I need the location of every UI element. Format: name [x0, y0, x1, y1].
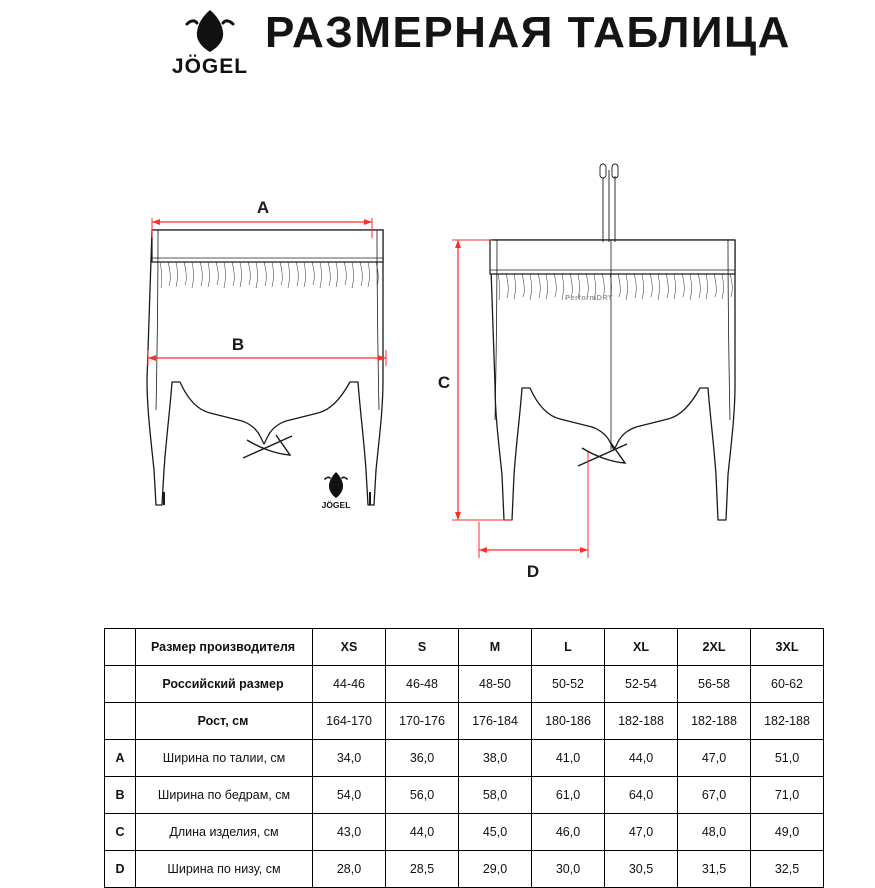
dimension-label-a: A — [256, 198, 270, 217]
row-letter: A — [105, 740, 136, 777]
cell-3xl: 51,0 — [751, 740, 824, 777]
figures-area — [0, 110, 875, 610]
table-row — [105, 703, 824, 740]
row-letter — [105, 629, 136, 666]
cell-xl: XL — [605, 629, 678, 666]
cell-m: 45,0 — [459, 814, 532, 851]
cell-l: 30,0 — [532, 851, 605, 888]
cell-s: 56,0 — [386, 777, 459, 814]
shorts-front-view — [147, 198, 386, 510]
shorts-back-view — [438, 164, 735, 581]
cell-m: 38,0 — [459, 740, 532, 777]
front-logo-mark — [322, 472, 351, 510]
cell-m: 58,0 — [459, 777, 532, 814]
brand-name: JÖGEL — [171, 55, 249, 78]
row-label: Ширина по бедрам, см — [136, 777, 313, 814]
cell-3xl: 3XL — [751, 629, 824, 666]
table-row — [105, 777, 824, 814]
row-letter: B — [105, 777, 136, 814]
cell-2xl: 48,0 — [678, 814, 751, 851]
table-row — [105, 666, 824, 703]
table-row — [105, 629, 824, 666]
jogel-logo-icon — [181, 8, 239, 54]
page-header — [0, 0, 875, 105]
cell-2xl: 2XL — [678, 629, 751, 666]
cell-xl: 44,0 — [605, 740, 678, 777]
cell-2xl: 31,5 — [678, 851, 751, 888]
brand-logo — [160, 8, 260, 79]
cell-m: M — [459, 629, 532, 666]
cell-m: 48-50 — [459, 666, 532, 703]
cell-xs: 164-170 — [313, 703, 386, 740]
cell-l: L — [532, 629, 605, 666]
page-title: РАЗМЕРНАЯ ТАБЛИЦА — [265, 8, 791, 57]
cell-xs: 44-46 — [313, 666, 386, 703]
cell-xs: 28,0 — [313, 851, 386, 888]
row-letter — [105, 703, 136, 740]
cell-m: 176-184 — [459, 703, 532, 740]
cell-xs: 54,0 — [313, 777, 386, 814]
cell-2xl: 56-58 — [678, 666, 751, 703]
table-row — [105, 740, 824, 777]
cell-2xl: 67,0 — [678, 777, 751, 814]
cell-s: 170-176 — [386, 703, 459, 740]
cell-3xl: 71,0 — [751, 777, 824, 814]
row-letter — [105, 666, 136, 703]
row-label: Рост, см — [136, 703, 313, 740]
cell-m: 29,0 — [459, 851, 532, 888]
row-letter: D — [105, 851, 136, 888]
size-table-body — [105, 629, 824, 888]
cell-s: 46-48 — [386, 666, 459, 703]
cell-3xl: 49,0 — [751, 814, 824, 851]
cell-2xl: 182-188 — [678, 703, 751, 740]
cell-xs: 34,0 — [313, 740, 386, 777]
cell-l: 50-52 — [532, 666, 605, 703]
dimension-label-d: D — [526, 562, 540, 581]
performdry-label: PerformDRY — [565, 293, 614, 302]
cell-xl: 64,0 — [605, 777, 678, 814]
row-label: Размер производителя — [136, 629, 313, 666]
size-table-container — [104, 628, 810, 888]
cell-xs: XS — [313, 629, 386, 666]
dimension-label-c: C — [437, 373, 451, 392]
row-label: Российский размер — [136, 666, 313, 703]
size-table — [104, 628, 824, 888]
cell-3xl: 60-62 — [751, 666, 824, 703]
svg-text:JÖGEL: JÖGEL — [321, 500, 351, 510]
cell-2xl: 47,0 — [678, 740, 751, 777]
cell-l: 180-186 — [532, 703, 605, 740]
cell-l: 61,0 — [532, 777, 605, 814]
row-label: Длина изделия, см — [136, 814, 313, 851]
table-row — [105, 851, 824, 888]
cell-xl: 47,0 — [605, 814, 678, 851]
cell-3xl: 32,5 — [751, 851, 824, 888]
row-letter: C — [105, 814, 136, 851]
cell-s: 44,0 — [386, 814, 459, 851]
shorts-technical-drawings — [0, 110, 875, 610]
cell-s: 28,5 — [386, 851, 459, 888]
cell-xl: 182-188 — [605, 703, 678, 740]
cell-xl: 30,5 — [605, 851, 678, 888]
cell-l: 41,0 — [532, 740, 605, 777]
cell-s: S — [386, 629, 459, 666]
row-label: Ширина по талии, см — [136, 740, 313, 777]
table-row — [105, 814, 824, 851]
cell-s: 36,0 — [386, 740, 459, 777]
cell-xl: 52-54 — [605, 666, 678, 703]
dimension-label-b: B — [231, 335, 245, 354]
cell-xs: 43,0 — [313, 814, 386, 851]
cell-l: 46,0 — [532, 814, 605, 851]
cell-3xl: 182-188 — [751, 703, 824, 740]
row-label: Ширина по низу, см — [136, 851, 313, 888]
